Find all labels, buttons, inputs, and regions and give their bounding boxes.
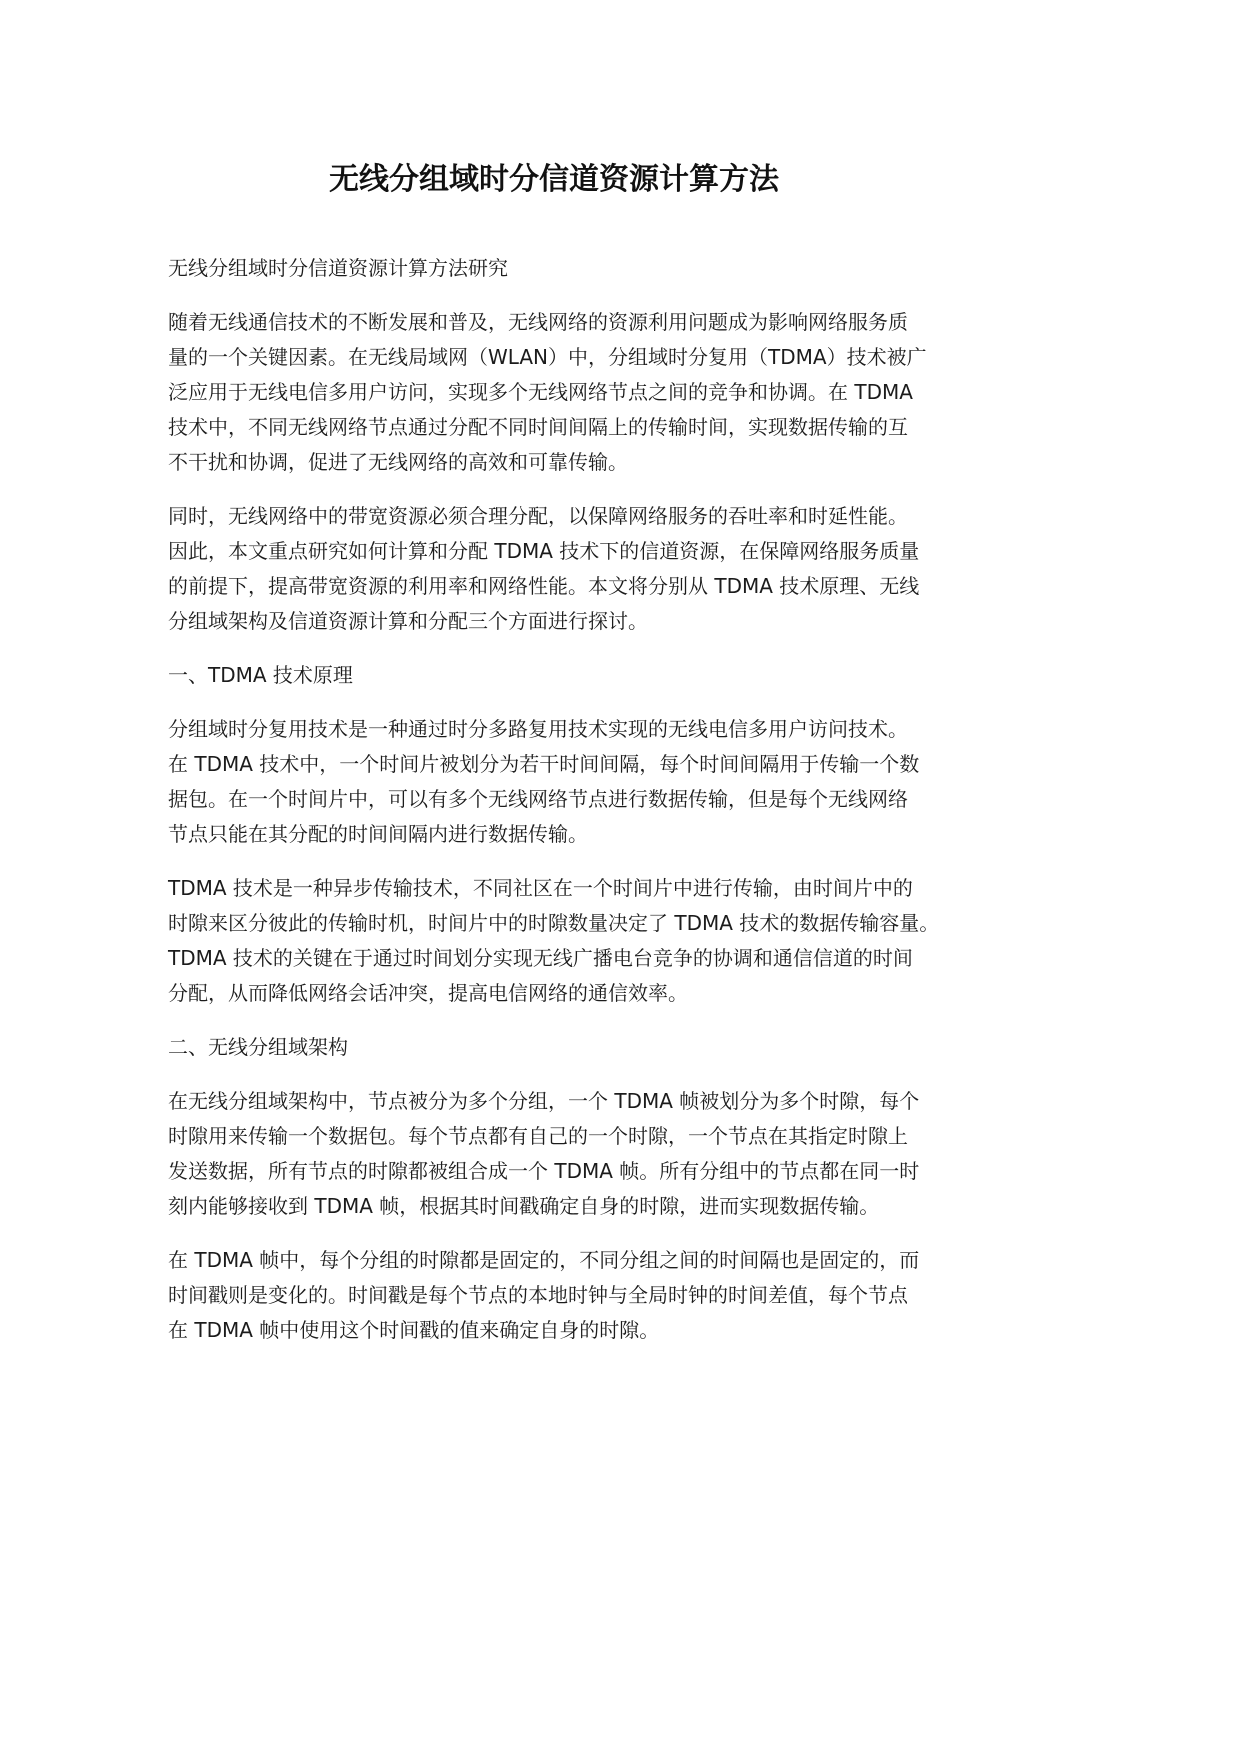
paragraph-line: 随着无线通信技术的不断发展和普及，无线网络的资源利用问题成为影响网络服务质 (168, 310, 908, 334)
subtitle-line: 无线分组域时分信道资源计算方法研究 (168, 256, 508, 280)
section-2-paragraph-1 (168, 1084, 940, 1224)
paragraph-line: TDMA 技术的关键在于通过时间划分实现无线广播电台竞争的协调和通信信道的时间 (168, 946, 913, 970)
paragraph-line: 时间戳则是变化的。时间戳是每个节点的本地时钟与全局时钟的时间差值，每个节点 (168, 1283, 908, 1307)
section-1-heading (168, 658, 940, 693)
intro-paragraph-2 (168, 499, 940, 639)
paragraph-line: 刻内能够接收到 TDMA 帧，根据其时间戳确定自身的时隙，进而实现数据传输。 (168, 1194, 880, 1218)
paragraph-line: 发送数据，所有节点的时隙都被组合成一个 TDMA 帧。所有分组中的节点都在同一时 (168, 1159, 920, 1183)
section-1-paragraph-2 (168, 871, 940, 1011)
document-body (168, 160, 940, 1367)
paragraph-line: 分组域时分复用技术是一种通过时分多路复用技术实现的无线电信多用户访问技术。 (168, 717, 908, 741)
paragraph-line: 因此，本文重点研究如何计算和分配 TDMA 技术下的信道资源，在保障网络服务质量 (168, 539, 920, 563)
section-2-paragraph-2 (168, 1243, 940, 1348)
paragraph-line: 技术中，不同无线网络节点通过分配不同时间间隔上的传输时间，实现数据传输的互 (168, 415, 908, 439)
paragraph-line: 的前提下，提高带宽资源的利用率和网络性能。本文将分别从 TDMA 技术原理、无线 (168, 574, 920, 598)
paragraph-line: 分组域架构及信道资源计算和分配三个方面进行探讨。 (168, 609, 648, 633)
paragraph-line: 在无线分组域架构中，节点被分为多个分组，一个 TDMA 帧被划分为多个时隙，每个 (168, 1089, 920, 1113)
paragraph-line: 时隙来区分彼此的传输时机，时间片中的时隙数量决定了 TDMA 技术的数据传输容量。 (168, 911, 940, 935)
paragraph-line: 量的一个关键因素。在无线局域网（WLAN）中，分组域时分复用（TDMA）技术被广 (168, 345, 927, 369)
section-1-paragraph-1 (168, 712, 940, 852)
paragraph-line: 同时，无线网络中的带宽资源必须合理分配，以保障网络服务的吞吐率和时延性能。 (168, 504, 908, 528)
paragraph-line: 在 TDMA 技术中，一个时间片被划分为若干时间间隔，每个时间间隔用于传输一个数 (168, 752, 920, 776)
section-heading: 一、TDMA 技术原理 (168, 663, 353, 687)
paragraph-line: 节点只能在其分配的时间间隔内进行数据传输。 (168, 822, 588, 846)
paragraph-line: TDMA 技术是一种异步传输技术，不同社区在一个时间片中进行传输，由时间片中的 (168, 876, 913, 900)
paragraph-line: 在 TDMA 帧中使用这个时间戳的值来确定自身的时隙。 (168, 1318, 660, 1342)
document-title: 无线分组域时分信道资源计算方法 (329, 162, 779, 197)
section-2-heading (168, 1030, 940, 1065)
section-heading: 二、无线分组域架构 (168, 1035, 348, 1059)
paragraph-line: 泛应用于无线电信多用户访问，实现多个无线网络节点之间的竞争和协调。在 TDMA (168, 380, 913, 404)
paragraph-line: 不干扰和协调，促进了无线网络的高效和可靠传输。 (168, 450, 628, 474)
paragraph-line: 分配，从而降低网络会话冲突，提高电信网络的通信效率。 (168, 981, 688, 1005)
document-subtitle (168, 251, 940, 286)
paragraph-line: 时隙用来传输一个数据包。每个节点都有自己的一个时隙，一个节点在其指定时隙上 (168, 1124, 908, 1148)
intro-paragraph-1 (168, 305, 940, 480)
paragraph-line: 在 TDMA 帧中，每个分组的时隙都是固定的，不同分组之间的时间隔也是固定的，而 (168, 1248, 920, 1272)
paragraph-line: 据包。在一个时间片中，可以有多个无线网络节点进行数据传输，但是每个无线网络 (168, 787, 908, 811)
